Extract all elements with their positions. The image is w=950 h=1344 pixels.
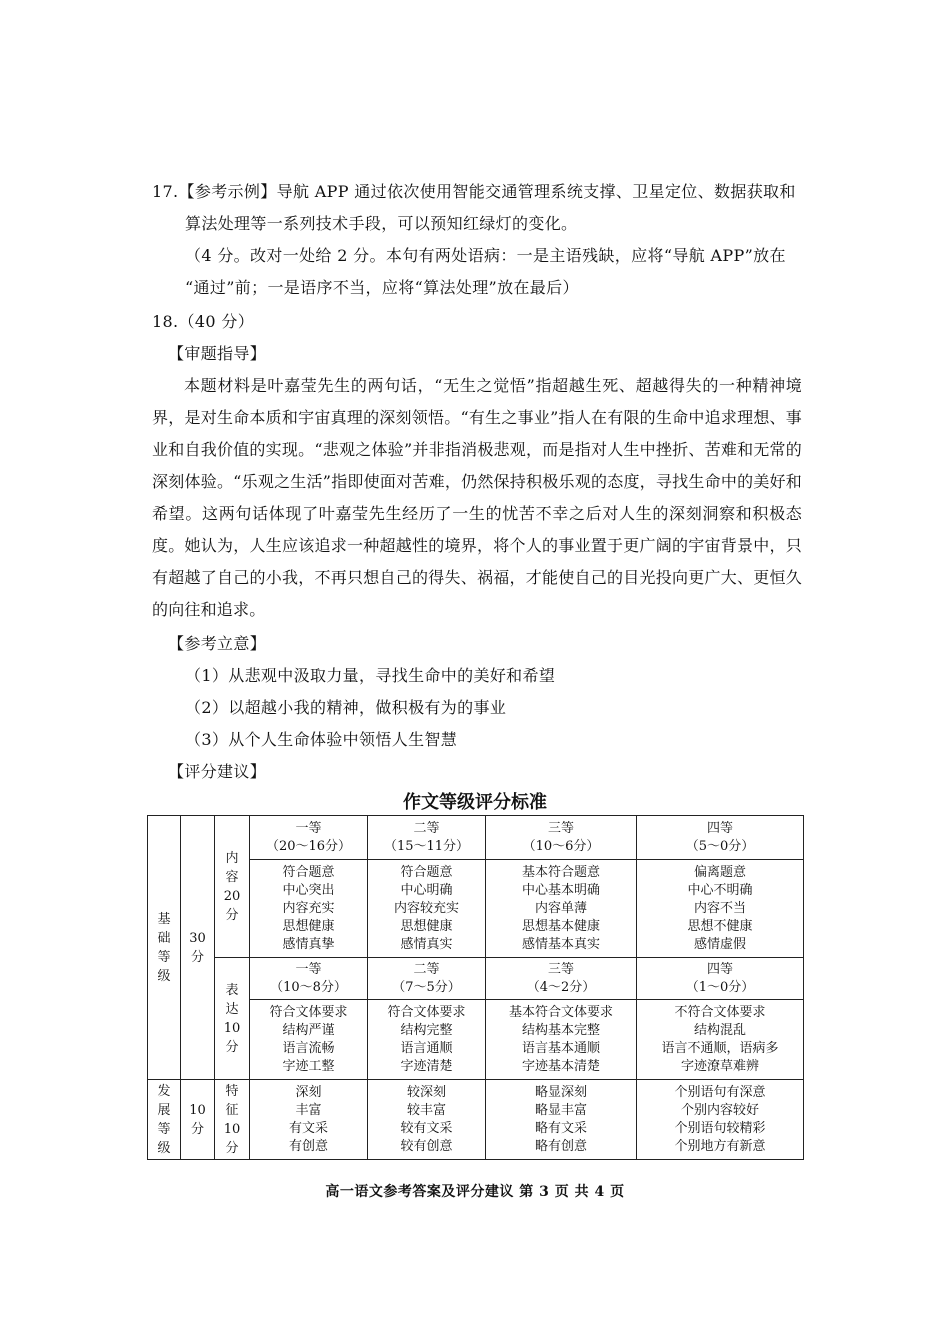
expression-grade-2: 二等 （7～5分） bbox=[368, 958, 486, 1000]
dev-level-label: 发 展 等 级 bbox=[148, 1080, 181, 1160]
q17-line-3: （4 分。改对一处给 2 分。本句有两处语病：一是主语残缺，应将“导航 APP”放在 bbox=[185, 246, 786, 265]
content-grade-4: 四等 （5～0分） bbox=[637, 816, 804, 860]
idea-3: （3）从个人生命体验中领悟人生智慧 bbox=[185, 730, 458, 749]
dev-criteria-2: 较深刻 较丰富 较有文采 较有创意 bbox=[368, 1080, 486, 1160]
idea-1: （1）从悲观中汲取力量，寻找生命中的美好和希望 bbox=[185, 666, 556, 685]
content-criteria-2: 符合题意 中心明确 内容较充实 思想健康 感情真实 bbox=[368, 860, 486, 958]
ideas-title: 【参考立意】 bbox=[168, 634, 267, 653]
basic-level-label: 基 础 等 级 bbox=[148, 816, 181, 1080]
basic-level-score: 30 分 bbox=[181, 816, 215, 1080]
content-grade-3: 三等 （10～6分） bbox=[486, 816, 637, 860]
feature-label: 特 征 10 分 bbox=[215, 1080, 250, 1160]
dev-criteria-4: 个别语句有深意 个别内容较好 个别语句较精彩 个别地方有新意 bbox=[637, 1080, 804, 1160]
dev-criteria-3: 略显深刻 略显丰富 略有文采 略有创意 bbox=[486, 1080, 637, 1160]
guide-text: 本题材料是叶嘉莹先生的两句话，“无生之觉悟”指超越生死、超越得失的一种精神境界，是对生命本质和宇宙真理的深刻领悟。“有生之事业”指人在有限的生命中追求理想、事业和自我价值的实现。“悲观之体验”并非指消极悲观，而是指对人生中挫折、苦难和无常的深刻体验。“乐观之生活”指即使面对苦难，仍然保持积极乐观的态度，寻找生命中的美好和希望。这两句话体现了叶嘉莹先生经历了一生的忧苦不幸之后对人生的深刻洞察和积极态度。她认为，人生应该追求一种超越性的境界，将个人的事业置于更广阔的宇宙背景中，只有超越了自己的小我，不再只想自己的得失、祸福，才能使自己的目光投向更广大、更恒久的向往和追求。 bbox=[152, 376, 802, 619]
expression-criteria-4: 不符合文体要求 结构混乱 语言不通顺，语病多 字迹潦草难辨 bbox=[637, 1000, 804, 1080]
content-grade-row bbox=[148, 816, 804, 860]
q18-heading: 18.（40 分） bbox=[152, 312, 255, 331]
content-criteria-1: 符合题意 中心突出 内容充实 思想健康 感情真挚 bbox=[250, 860, 368, 958]
scoring-title: 【评分建议】 bbox=[168, 762, 267, 781]
expression-grade-3: 三等 （4～2分） bbox=[486, 958, 637, 1000]
content-label: 内 容 20 分 bbox=[215, 816, 250, 958]
idea-2: （2）以超越小我的精神，做积极有为的事业 bbox=[185, 698, 507, 717]
expression-label: 表 达 10 分 bbox=[215, 958, 250, 1080]
page-footer: 高一语文参考答案及评分建议 第 3 页 共 4 页 bbox=[325, 1184, 625, 1200]
content-grade-2: 二等 （15～11分） bbox=[368, 816, 486, 860]
expression-grade-row bbox=[148, 958, 804, 1000]
table-title: 作文等级评分标准 bbox=[403, 792, 547, 813]
expression-criteria-3: 基本符合文体要求 结构基本完整 语言基本通顺 字迹基本清楚 bbox=[486, 1000, 637, 1080]
expression-criteria-1: 符合文体要求 结构严谨 语言流畅 字迹工整 bbox=[250, 1000, 368, 1080]
expression-grade-4: 四等 （1～0分） bbox=[637, 958, 804, 1000]
expression-grade-1: 一等 （10～8分） bbox=[250, 958, 368, 1000]
dev-level-score: 10 分 bbox=[181, 1080, 215, 1160]
expression-criteria-2: 符合文体要求 结构完整 语言通顺 字迹清楚 bbox=[368, 1000, 486, 1080]
development-row bbox=[148, 1080, 804, 1160]
q17-line-4: “通过”前；一是语序不当，应将“算法处理”放在最后） bbox=[185, 278, 579, 297]
dev-criteria-1: 深刻 丰富 有文采 有创意 bbox=[250, 1080, 368, 1160]
guide-title: 【审题指导】 bbox=[168, 344, 267, 363]
grading-table bbox=[147, 815, 804, 1160]
content-criteria-4: 偏离题意 中心不明确 内容不当 思想不健康 感情虚假 bbox=[637, 860, 804, 958]
q17-line-2: 算法处理等一系列技术手段，可以预知红绿灯的变化。 bbox=[185, 214, 578, 233]
q17-line-1: 17.【参考示例】导航 APP 通过依次使用智能交通管理系统支撑、卫星定位、数据获取和 bbox=[152, 182, 796, 201]
content-criteria-3: 基本符合题意 中心基本明确 内容单薄 思想基本健康 感情基本真实 bbox=[486, 860, 637, 958]
content-grade-1: 一等 （20～16分） bbox=[250, 816, 368, 860]
